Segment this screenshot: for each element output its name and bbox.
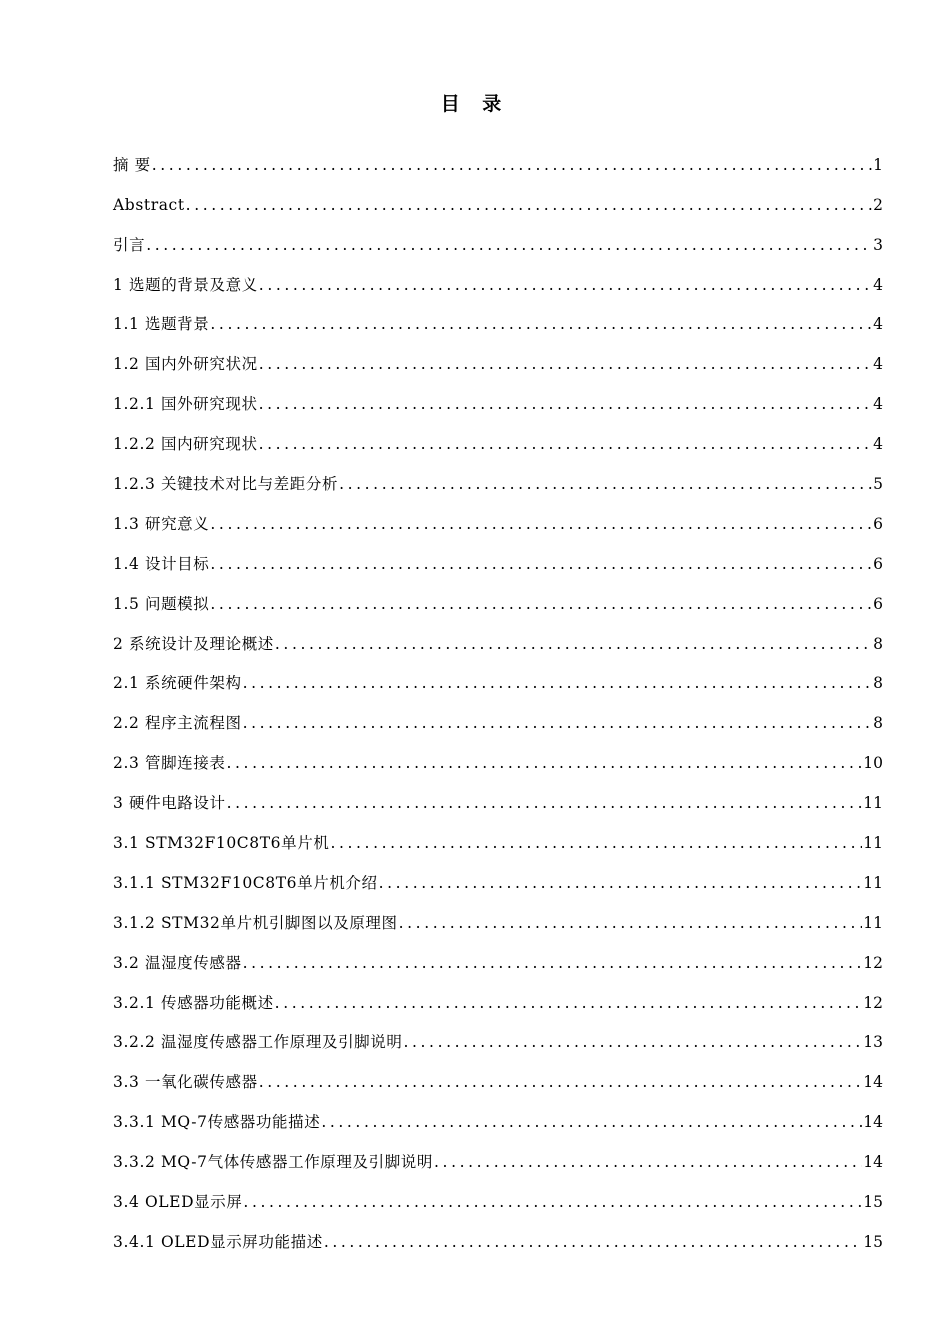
toc-page-number: 4 [873,435,883,454]
toc-entry[interactable] [113,738,883,778]
toc-entry-label: 2.1 系统硬件架构 [113,674,242,693]
toc-page-number: 1 [873,155,883,174]
toc-entry[interactable] [113,220,883,260]
toc-entry[interactable] [113,898,883,938]
toc-dot-leader [210,589,872,619]
toc-entry-label: 2.3 管脚连接表 [113,754,226,773]
toc-dot-leader [210,549,872,579]
toc-dot-leader [226,748,862,778]
toc-entry-label: 摘 要 [113,155,151,174]
toc-entry[interactable] [113,1137,883,1177]
toc-dot-leader [339,469,872,499]
toc-dot-leader [152,150,872,180]
toc-page-number: 3 [873,235,883,254]
toc-dot-leader [243,708,872,738]
toc-entry-label: 1 选题的背景及意义 [113,275,258,294]
toc-entry[interactable] [113,379,883,419]
toc-entry-label: 3.3 一氧化碳传感器 [113,1073,258,1092]
toc-dot-leader [243,948,863,978]
toc-entry[interactable] [113,140,883,180]
toc-entry[interactable] [113,459,883,499]
toc-dot-leader [330,828,862,858]
toc-entry-label: 3.4 OLED显示屏 [113,1193,243,1212]
toc-page-number: 2 [873,195,883,214]
toc-dot-leader [399,908,863,938]
toc-dot-leader [210,509,872,539]
toc-entry-label: 1.3 研究意义 [113,514,210,533]
toc-entry-label: 3.2.1 传感器功能概述 [113,993,274,1012]
toc-page-number: 4 [873,315,883,334]
toc-dot-leader [259,1067,863,1097]
toc-entry[interactable] [113,938,883,978]
toc-page-number: 12 [863,993,883,1012]
toc-dot-leader [227,788,863,818]
toc-entry[interactable] [113,499,883,539]
toc-entry-label: 3.1 STM32F10C8T6单片机 [113,834,330,853]
toc-dot-leader [146,230,872,260]
toc-dot-leader [379,868,863,898]
toc-entry[interactable] [113,978,883,1018]
toc-entry[interactable] [113,778,883,818]
toc-entry[interactable] [113,539,883,579]
toc-entry[interactable] [113,1057,883,1097]
toc-dot-leader [275,988,863,1018]
toc-page-number: 11 [863,794,883,813]
toc-list [113,140,883,1257]
toc-entry-label: 3.1.1 STM32F10C8T6单片机介绍 [113,873,378,892]
toc-page-number: 6 [873,514,883,533]
toc-dot-leader [321,1107,862,1137]
toc-page-number: 4 [873,355,883,374]
toc-page-number: 14 [863,1153,883,1172]
toc-entry-label: 1.4 设计目标 [113,554,210,573]
toc-page-number: 8 [873,674,883,693]
toc-entry[interactable] [113,698,883,738]
toc-entry[interactable] [113,1217,883,1257]
toc-page-number: 13 [863,1033,883,1052]
toc-entry[interactable] [113,619,883,659]
toc-entry-label: 3.2 温湿度传感器 [113,953,242,972]
toc-entry-label: 1.2.3 关键技术对比与差距分析 [113,475,339,494]
toc-dot-leader [275,629,872,659]
toc-entry-label: 3.3.1 MQ-7传感器功能描述 [113,1113,321,1132]
toc-entry-label: 1.5 问题模拟 [113,594,210,613]
toc-page-number: 15 [863,1232,883,1251]
toc-entry[interactable] [113,300,883,340]
toc-dot-leader [186,190,872,220]
toc-page-number: 6 [873,594,883,613]
toc-page-number: 14 [863,1073,883,1092]
toc-page-number: 8 [873,634,883,653]
toc-title: 目 录 [440,93,510,115]
toc-entry[interactable] [113,260,883,300]
toc-entry-label: 1.2.2 国内研究现状 [113,435,258,454]
toc-entry-label: 3.2.2 温湿度传感器工作原理及引脚说明 [113,1033,403,1052]
toc-entry-label: 1.1 选题背景 [113,315,210,334]
toc-entry-label: 3.1.2 STM32单片机引脚图以及原理图 [113,913,398,932]
toc-entry-label: 2 系统设计及理论概述 [113,634,274,653]
toc-entry[interactable] [113,1097,883,1137]
toc-entry-label: 1.2.1 国外研究现状 [113,395,258,414]
toc-entry[interactable] [113,1018,883,1058]
toc-dot-leader [259,429,872,459]
toc-dot-leader [259,270,872,300]
toc-entry[interactable] [113,858,883,898]
toc-page-number: 14 [863,1113,883,1132]
toc-page-number: 4 [873,395,883,414]
toc-page-number: 11 [863,913,883,932]
toc-entry-label: Abstract [113,195,185,214]
toc-entry[interactable] [113,180,883,220]
toc-entry[interactable] [113,659,883,699]
toc-entry-label: 2.2 程序主流程图 [113,714,242,733]
toc-entry-label: 引言 [113,235,146,254]
toc-page-number: 6 [873,554,883,573]
toc-entry-label: 3.3.2 MQ-7气体传感器工作原理及引脚说明 [113,1153,434,1172]
toc-entry[interactable] [113,339,883,379]
toc-entry-label: 3 硬件电路设计 [113,794,226,813]
toc-entry[interactable] [113,818,883,858]
toc-entry[interactable] [113,419,883,459]
toc-dot-leader [324,1227,862,1257]
toc-page-number: 11 [863,873,883,892]
toc-page-number: 15 [863,1193,883,1212]
toc-dot-leader [243,668,872,698]
toc-dot-leader [259,349,872,379]
toc-entry[interactable] [113,579,883,619]
toc-page-number: 8 [873,714,883,733]
toc-entry-label: 3.4.1 OLED显示屏功能描述 [113,1232,323,1251]
toc-page-number: 5 [873,475,883,494]
toc-page-number: 12 [863,953,883,972]
toc-dot-leader [243,1187,862,1217]
toc-entry[interactable] [113,1177,883,1217]
toc-entry-label: 1.2 国内外研究状况 [113,355,258,374]
toc-dot-leader [259,389,872,419]
toc-dot-leader [434,1147,862,1177]
toc-dot-leader [210,309,872,339]
toc-page-number: 4 [873,275,883,294]
toc-page-number: 11 [863,834,883,853]
toc-dot-leader [403,1027,862,1057]
toc-page-number: 10 [863,754,883,773]
